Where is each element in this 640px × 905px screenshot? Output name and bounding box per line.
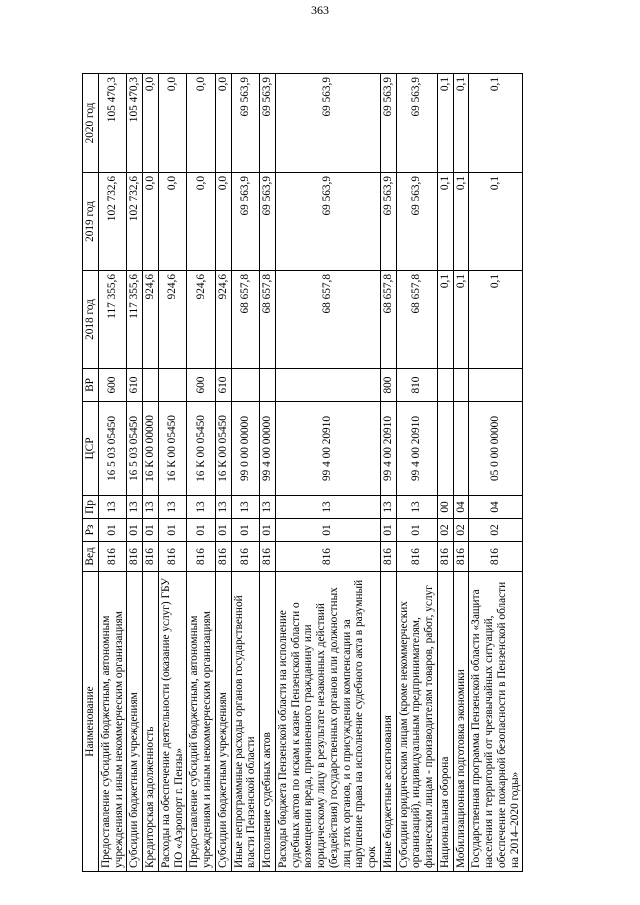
- cell-ved: 816: [158, 542, 187, 572]
- table-row: [396, 74, 437, 872]
- cell-2019: 69 563,9: [396, 173, 437, 271]
- cell-ved: 816: [127, 542, 143, 572]
- cell-2018: 68 657,8: [380, 271, 396, 369]
- header-vr: ВР: [83, 369, 99, 402]
- page-number: 363: [311, 3, 329, 17]
- cell-2019: 69 563,9: [231, 173, 260, 271]
- cell-vr: [453, 369, 469, 402]
- cell-rz: 01: [143, 519, 159, 542]
- cell-pr: 13: [158, 496, 187, 519]
- cell-pr: 13: [127, 496, 143, 519]
- cell-pr: 04: [469, 496, 523, 519]
- cell-ved: 816: [260, 542, 276, 572]
- cell-2018: 68 657,8: [396, 271, 437, 369]
- cell-csr: 05 0 00 00000: [469, 402, 523, 496]
- cell-ved: 816: [469, 542, 523, 572]
- cell-2020: 0,0: [187, 74, 216, 173]
- cell-vr: [143, 369, 159, 402]
- cell-name: Субсидии бюджетным учреждениям: [127, 572, 143, 872]
- cell-2018: 0,1: [437, 271, 453, 369]
- header-2019: 2019 год: [83, 173, 99, 271]
- cell-pr: 13: [260, 496, 276, 519]
- cell-csr: 99 0 00 00000: [231, 402, 260, 496]
- cell-ved: 816: [396, 542, 437, 572]
- cell-ved: 816: [187, 542, 216, 572]
- cell-pr: 13: [143, 496, 159, 519]
- cell-2018: 117 355,6: [98, 271, 127, 369]
- cell-ved: 816: [275, 542, 380, 572]
- cell-ved: 816: [437, 542, 453, 572]
- cell-2020: 105 470,3: [127, 74, 143, 173]
- cell-ved: 816: [231, 542, 260, 572]
- cell-csr: [437, 402, 453, 496]
- table-row: [215, 74, 231, 872]
- cell-2020: 0,1: [453, 74, 469, 173]
- cell-2019: 0,0: [143, 173, 159, 271]
- cell-vr: [158, 369, 187, 402]
- cell-rz: 01: [260, 519, 276, 542]
- table-row: [158, 74, 187, 872]
- cell-name: Предоставление субсидий бюджетным, автономным учреждениям и иным некоммерческим организациям: [187, 572, 216, 872]
- cell-2020: 0,1: [437, 74, 453, 173]
- cell-pr: 13: [231, 496, 260, 519]
- cell-rz: 01: [187, 519, 216, 542]
- cell-name: Государственная программа Пензенской области «Защита населения и территорий от чрезвычайных ситуаций, обеспечение пожарной безопасности в Пензенской области на 2014–2020 годы»: [469, 572, 523, 872]
- cell-2020: 69 563,9: [260, 74, 276, 173]
- cell-name: Исполнение судебных актов: [260, 572, 276, 872]
- cell-vr: [231, 369, 260, 402]
- cell-csr: 16 К 00 05450: [158, 402, 187, 496]
- cell-name: Субсидии бюджетным учреждениям: [215, 572, 231, 872]
- cell-2020: 0,0: [143, 74, 159, 173]
- cell-rz: 01: [380, 519, 396, 542]
- table-row: [453, 74, 469, 872]
- cell-2018: 924,6: [187, 271, 216, 369]
- table-row: [469, 74, 523, 872]
- cell-name: Иные бюджетные ассигнования: [380, 572, 396, 872]
- cell-rz: 02: [437, 519, 453, 542]
- cell-csr: 16 5 03 05450: [98, 402, 127, 496]
- cell-2018: 924,6: [215, 271, 231, 369]
- cell-2018: 117 355,6: [127, 271, 143, 369]
- cell-vr: [275, 369, 380, 402]
- cell-csr: 99 4 00 00000: [260, 402, 276, 496]
- cell-ved: 816: [380, 542, 396, 572]
- cell-vr: 600: [98, 369, 127, 402]
- cell-2019: 102 732,6: [127, 173, 143, 271]
- cell-2019: 0,1: [437, 173, 453, 271]
- table-row: [143, 74, 159, 872]
- cell-2020: 0,0: [158, 74, 187, 173]
- cell-2018: 924,6: [158, 271, 187, 369]
- cell-ved: 816: [453, 542, 469, 572]
- header-2020: 2020 год: [83, 74, 99, 173]
- cell-2019: 69 563,9: [380, 173, 396, 271]
- table-row: [275, 74, 380, 872]
- cell-name: Предоставление субсидий бюджетным, автономным учреждениям и иным некоммерческим организациям: [98, 572, 127, 872]
- cell-name: Иные непрограммные расходы органов государственной власти Пензенской области: [231, 572, 260, 872]
- cell-pr: 00: [437, 496, 453, 519]
- cell-pr: 13: [396, 496, 437, 519]
- table-row: [98, 74, 127, 872]
- cell-vr: 600: [187, 369, 216, 402]
- cell-2018: 924,6: [143, 271, 159, 369]
- cell-2018: 0,1: [453, 271, 469, 369]
- cell-csr: 16 К 00 05450: [215, 402, 231, 496]
- cell-vr: [469, 369, 523, 402]
- cell-rz: 01: [275, 519, 380, 542]
- cell-2020: 69 563,9: [380, 74, 396, 173]
- cell-2019: 0,0: [215, 173, 231, 271]
- cell-pr: 13: [215, 496, 231, 519]
- cell-name: Национальная оборона: [437, 572, 453, 872]
- cell-vr: 610: [215, 369, 231, 402]
- cell-rz: 01: [127, 519, 143, 542]
- cell-csr: 99 4 00 20910: [396, 402, 437, 496]
- cell-rz: 01: [158, 519, 187, 542]
- cell-2018: 68 657,8: [275, 271, 380, 369]
- cell-csr: 16 К 00 05450: [187, 402, 216, 496]
- cell-name: Субсидии юридическим лицам (кроме некоммерческих организаций), индивидуальным предпринимателям, физическим лицам - производителям товаров, работ, услуг: [396, 572, 437, 872]
- cell-pr: 04: [453, 496, 469, 519]
- table-row: [231, 74, 260, 872]
- cell-2019: 102 732,6: [98, 173, 127, 271]
- cell-2020: 69 563,9: [275, 74, 380, 173]
- cell-vr: 800: [380, 369, 396, 402]
- cell-csr: 99 4 00 20910: [380, 402, 396, 496]
- cell-vr: 610: [127, 369, 143, 402]
- cell-name: Расходы на обеспечение деятельности (оказание услуг) ГБУ ПО «Аэропорт г. Пензы»: [158, 572, 187, 872]
- cell-pr: 13: [98, 496, 127, 519]
- cell-2019: 0,0: [158, 173, 187, 271]
- cell-vr: 810: [396, 369, 437, 402]
- cell-name: Мобилизационная подготовка экономики: [453, 572, 469, 872]
- cell-name: Кредиторская задолженность: [143, 572, 159, 872]
- cell-ved: 816: [215, 542, 231, 572]
- table-row: [260, 74, 276, 872]
- table-row: [437, 74, 453, 872]
- cell-rz: 01: [215, 519, 231, 542]
- cell-2020: 0,0: [215, 74, 231, 173]
- budget-table: [82, 73, 523, 872]
- header-csr: ЦСР: [83, 402, 99, 496]
- cell-2019: 69 563,9: [260, 173, 276, 271]
- cell-vr: [437, 369, 453, 402]
- header-ved: Вед: [83, 542, 99, 572]
- header-rz: Рз: [83, 519, 99, 542]
- table-body: [98, 74, 523, 872]
- cell-rz: 02: [453, 519, 469, 542]
- cell-2019: 69 563,9: [275, 173, 380, 271]
- cell-pr: 13: [187, 496, 216, 519]
- cell-rz: 01: [98, 519, 127, 542]
- cell-pr: 13: [380, 496, 396, 519]
- cell-2020: 0,1: [469, 74, 523, 173]
- cell-2018: 0,1: [469, 271, 523, 369]
- rotated-table-container: [82, 74, 549, 872]
- cell-vr: [260, 369, 276, 402]
- cell-2018: 68 657,8: [260, 271, 276, 369]
- header-pr: Пр: [83, 496, 99, 519]
- cell-rz: 01: [396, 519, 437, 542]
- cell-2020: 69 563,9: [231, 74, 260, 173]
- cell-ved: 816: [98, 542, 127, 572]
- cell-csr: [453, 402, 469, 496]
- table-row: [380, 74, 396, 872]
- header-name: Наименование: [83, 572, 99, 872]
- cell-csr: 99 4 00 20910: [275, 402, 380, 496]
- cell-2018: 68 657,8: [231, 271, 260, 369]
- table-row: [187, 74, 216, 872]
- cell-csr: 16 К 00 00000: [143, 402, 159, 496]
- cell-rz: 01: [231, 519, 260, 542]
- cell-ved: 816: [143, 542, 159, 572]
- cell-name: Расходы бюджета Пензенской области на исполнение судебных актов по искам к казне Пензенской области о возмещении вреда, причиненного гражданину или юридическому лицу в результате незаконных действий (бездействия) государственных органов или должностных лиц этих органов, и о присуждении компенсации за нарушение права на исполнение судебного акта в разумный срок: [275, 572, 380, 872]
- cell-2020: 69 563,9: [396, 74, 437, 173]
- table-row: [127, 74, 143, 872]
- table-header-row: [83, 74, 99, 872]
- cell-csr: 16 5 03 05450: [127, 402, 143, 496]
- cell-2019: 0,0: [187, 173, 216, 271]
- cell-rz: 02: [469, 519, 523, 542]
- cell-2020: 105 470,3: [98, 74, 127, 173]
- header-2018: 2018 год: [83, 271, 99, 369]
- cell-2019: 0,1: [469, 173, 523, 271]
- cell-pr: 13: [275, 496, 380, 519]
- cell-2019: 0,1: [453, 173, 469, 271]
